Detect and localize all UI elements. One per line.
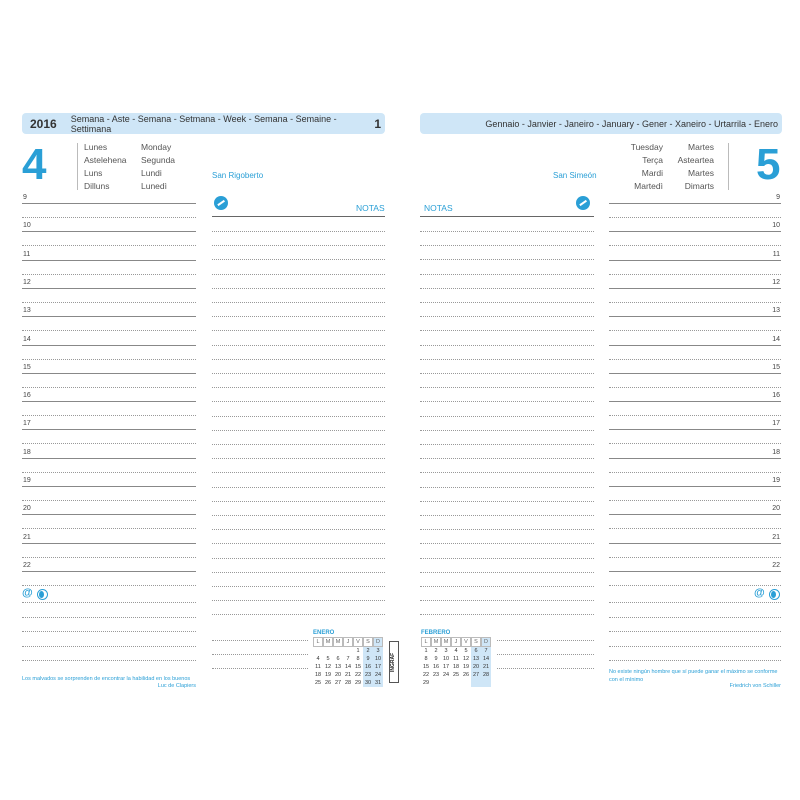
calendar-weekday: L	[313, 637, 323, 647]
notes-line	[420, 330, 594, 331]
calendar-day: 5	[464, 648, 468, 654]
notes-line	[420, 572, 594, 573]
day-name: Martes	[688, 142, 714, 152]
hour-line	[22, 429, 196, 430]
moon-phase-icon	[37, 589, 48, 600]
calendar-day: 22	[422, 672, 430, 678]
notes-line	[212, 472, 385, 473]
left-saint: San Rigoberto	[212, 171, 264, 180]
hour-line	[22, 345, 196, 346]
at-icon: @	[754, 587, 765, 599]
notes-line	[212, 487, 385, 488]
notes-line	[420, 515, 594, 516]
hour-label: 9	[23, 194, 27, 201]
extra-line	[609, 646, 781, 647]
notes-line	[212, 288, 385, 289]
half-hour-line	[609, 387, 781, 388]
calendar-day: 19	[462, 664, 470, 670]
extra-line	[609, 660, 781, 661]
calendar-day: 8	[424, 656, 428, 662]
left-notes-label: NOTAS	[356, 203, 385, 213]
half-hour-line	[609, 472, 781, 473]
extra-line	[609, 631, 781, 632]
calendar-day: 13	[334, 664, 342, 670]
calendar-weekday: L	[421, 637, 431, 647]
notes-line	[212, 558, 385, 559]
half-hour-line	[22, 443, 196, 444]
day-name: Segunda	[141, 155, 176, 165]
week-number: 1	[374, 116, 381, 131]
hour-label: 14	[772, 335, 780, 343]
calendar-day: 16	[364, 664, 372, 670]
notes-line	[212, 231, 385, 232]
notes-line	[212, 387, 385, 388]
calendar-day: 18	[314, 672, 322, 678]
calendar-day: 1	[424, 648, 428, 654]
calendar-day	[431, 679, 441, 687]
calendar-day: 15	[422, 664, 430, 670]
calendar-day: 4	[316, 656, 320, 662]
notes-line	[212, 572, 385, 573]
day-name: Dimarts	[684, 181, 714, 191]
right-quote-author: Friedrich von Schiller	[729, 683, 781, 689]
notes-line	[420, 288, 594, 289]
notes-line	[212, 458, 385, 459]
hour-label: 16	[23, 392, 31, 400]
notes-top-rule	[212, 216, 385, 217]
quote-line: con el mínimo	[609, 677, 644, 683]
hour-label: 17	[772, 420, 780, 428]
half-hour-line	[22, 274, 196, 275]
hour-line	[609, 571, 781, 572]
hour-line	[22, 231, 196, 232]
calendar-weekday: M	[441, 637, 451, 647]
calendar-day: 14	[482, 656, 490, 662]
notes-line	[420, 458, 594, 459]
half-hour-line	[22, 528, 196, 529]
notes-line	[212, 245, 385, 246]
year-label: 2016	[30, 116, 57, 131]
week-header-text: Semana - Aste - Semana - Setmana - Week - Semana - Semaine - Settimana	[70, 113, 337, 134]
hour-label: 11	[23, 250, 31, 258]
calendar-day: 27	[334, 680, 342, 686]
hour-line	[22, 373, 196, 374]
hour-line	[609, 486, 781, 487]
notes-line	[212, 359, 385, 360]
notes-line	[420, 387, 594, 388]
calendar-day: 16	[432, 664, 440, 670]
hour-label: 11	[772, 250, 780, 258]
calendar-day: 5	[326, 656, 330, 662]
notes-line	[212, 302, 385, 303]
notes-top-rule	[420, 216, 594, 217]
calendar-day	[471, 679, 481, 687]
notes-line	[212, 430, 385, 431]
left-day-number: 4	[22, 140, 47, 189]
half-hour-line	[609, 415, 781, 416]
notes-line	[420, 231, 594, 232]
calendar-day: 12	[324, 664, 332, 670]
half-hour-line	[609, 359, 781, 360]
calendar-day: 14	[344, 664, 352, 670]
calendar-day: 23	[364, 672, 372, 678]
hour-label: 21	[772, 533, 780, 541]
calendar-day: 29	[422, 680, 430, 686]
hour-label: 18	[23, 448, 31, 456]
notes-line	[212, 543, 385, 544]
notes-line	[420, 487, 594, 488]
hour-line	[22, 571, 196, 572]
notes-line	[212, 668, 308, 669]
right-quote	[609, 668, 777, 684]
day-name: Monday	[141, 142, 172, 152]
hour-line	[22, 514, 196, 515]
half-hour-line	[22, 472, 196, 473]
half-hour-line	[22, 217, 196, 218]
hour-line	[609, 231, 781, 232]
day-name: Astelehena	[84, 155, 127, 165]
hour-line	[609, 373, 781, 374]
hour-line	[609, 543, 781, 544]
calendar-header-row	[313, 637, 383, 647]
notes-line	[212, 416, 385, 417]
calendar-weekday: M	[333, 637, 343, 647]
hour-line	[609, 316, 781, 317]
calendar-day: 6	[471, 647, 481, 655]
hour-label: 16	[772, 392, 780, 400]
notes-line	[212, 316, 385, 317]
hour-label: 12	[23, 278, 31, 286]
calendar-weekday: J	[343, 637, 353, 647]
hour-line	[609, 260, 781, 261]
left-header-bar	[22, 113, 385, 134]
day-name: Terça	[642, 155, 663, 165]
hour-label: 10	[772, 222, 780, 230]
notes-line	[420, 614, 594, 615]
half-hour-line	[609, 302, 781, 303]
calendar-body	[421, 647, 491, 687]
day-name: Lundi	[141, 168, 162, 178]
half-hour-line	[22, 302, 196, 303]
notes-line	[420, 558, 594, 559]
notes-line	[212, 515, 385, 516]
calendar-day: 26	[462, 672, 470, 678]
extra-line	[22, 660, 196, 661]
calendar-body	[313, 647, 383, 687]
calendar-day: 28	[482, 672, 490, 678]
half-hour-line	[609, 443, 781, 444]
day-name: Lunedì	[141, 181, 167, 191]
calendar-day	[333, 647, 343, 655]
notes-line	[212, 444, 385, 445]
calendar-day: 25	[314, 680, 322, 686]
day-name: Martedì	[634, 181, 663, 191]
brand-logo: INGRAF	[389, 641, 399, 683]
day-name: Dilluns	[84, 181, 110, 191]
half-hour-line	[609, 330, 781, 331]
calendar-day: 26	[324, 680, 332, 686]
hour-line	[22, 486, 196, 487]
day-name: Lunes	[84, 142, 108, 152]
notes-line	[212, 501, 385, 502]
day-name: Martes	[688, 168, 714, 178]
notes-line	[420, 245, 594, 246]
notes-line	[212, 529, 385, 530]
hour-line	[609, 345, 781, 346]
hour-label: 15	[772, 363, 780, 371]
notes-line	[420, 373, 594, 374]
half-hour-line	[609, 245, 781, 246]
calendar-day: 3	[373, 647, 383, 655]
calendar-day: 3	[444, 648, 448, 654]
left-day-divider	[77, 143, 78, 190]
calendar-day: 2	[434, 648, 438, 654]
calendar-day	[451, 679, 461, 687]
left-day-names-col2	[141, 141, 175, 193]
calendar-weekday: V	[353, 637, 363, 647]
extra-line	[22, 617, 196, 618]
calendar-day: 27	[472, 672, 480, 678]
hour-line	[22, 288, 196, 289]
day-name: Mardi	[641, 168, 663, 178]
notes-line	[420, 444, 594, 445]
calendar-title: FEBRERO	[421, 630, 451, 636]
calendar-day: 24	[442, 672, 450, 678]
moon-phase-icon	[769, 589, 780, 600]
notes-line	[212, 274, 385, 275]
notes-line	[497, 654, 594, 655]
calendar-day: 21	[344, 672, 352, 678]
notes-line	[420, 501, 594, 502]
calendar-day	[441, 679, 451, 687]
hour-label: 18	[772, 448, 780, 456]
calendar-day: 11	[453, 656, 459, 662]
hour-label: 13	[23, 307, 31, 315]
hour-label: 19	[772, 477, 780, 484]
day-name: Tuesday	[630, 142, 663, 152]
hour-label: 21	[23, 533, 31, 541]
calendar-weekday: J	[451, 637, 461, 647]
extra-line	[22, 602, 196, 603]
calendar-day: 29	[354, 680, 362, 686]
right-notes-label: NOTAS	[424, 203, 453, 213]
calendar-day: 28	[344, 680, 352, 686]
half-hour-line	[22, 415, 196, 416]
calendar-day	[481, 679, 491, 687]
hour-line	[609, 401, 781, 402]
calendar-day: 31	[374, 680, 382, 686]
notes-line	[212, 600, 385, 601]
notes-line	[420, 316, 594, 317]
calendar-day: 12	[462, 656, 470, 662]
right-day-names-col1	[605, 141, 663, 193]
calendar-day: 23	[432, 672, 440, 678]
calendar-day: 1	[356, 648, 360, 654]
hour-line	[609, 288, 781, 289]
notes-line	[420, 359, 594, 360]
right-saint: San Simeón	[553, 171, 597, 180]
notes-line	[420, 600, 594, 601]
calendar-weekday: M	[323, 637, 333, 647]
day-name: Asteartea	[677, 155, 714, 165]
half-hour-line	[609, 528, 781, 529]
notes-line	[212, 654, 308, 655]
half-hour-line	[609, 557, 781, 558]
half-hour-line	[22, 557, 196, 558]
notes-line	[497, 668, 594, 669]
calendar-day: 6	[336, 656, 340, 662]
calendar-weekday: D	[373, 637, 383, 647]
calendar-day: 10	[374, 656, 382, 662]
right-day-divider	[728, 143, 729, 190]
calendar-day: 11	[315, 664, 321, 670]
calendar-weekday: D	[481, 637, 491, 647]
half-hour-line	[22, 500, 196, 501]
calendar-day: 10	[442, 656, 450, 662]
hour-label: 10	[23, 222, 31, 230]
hour-label: 22	[23, 561, 31, 569]
right-day-names-col2	[668, 141, 714, 193]
notes-line	[420, 345, 594, 346]
hour-line	[609, 203, 781, 204]
calendar-day: 13	[472, 656, 480, 662]
calendar-header-row	[421, 637, 491, 647]
notes-line	[212, 640, 308, 641]
calendar-day: 9	[363, 655, 373, 663]
calendar-day	[343, 647, 353, 655]
hour-label: 17	[23, 420, 31, 428]
half-hour-line	[22, 585, 196, 586]
extra-line	[609, 602, 781, 603]
notes-line	[420, 401, 594, 402]
quote-line: No existe ningún hombre que sí puede ganar el máximo se conforme	[609, 669, 778, 675]
half-hour-line	[22, 245, 196, 246]
extra-line	[22, 646, 196, 647]
no-smoking-icon	[576, 196, 590, 210]
notes-line	[420, 472, 594, 473]
left-quote-author: Luc de Clapiers	[157, 683, 196, 689]
hour-label: 15	[23, 363, 31, 371]
half-hour-line	[22, 359, 196, 360]
calendar-day: 18	[452, 664, 460, 670]
calendar-day	[461, 679, 471, 687]
half-hour-line	[609, 274, 781, 275]
hour-line	[609, 458, 781, 459]
calendar-day: 8	[356, 656, 360, 662]
month-header-text: Gennaio - Janvier - Janeiro - January - Gener - Xaneiro - Urtarrila - Enero	[485, 118, 778, 129]
calendar-weekday: M	[431, 637, 441, 647]
hour-label: 22	[772, 561, 780, 569]
notes-line	[497, 640, 594, 641]
half-hour-line	[609, 217, 781, 218]
notes-line	[420, 302, 594, 303]
right-header-bar	[420, 113, 782, 134]
no-smoking-icon	[214, 196, 228, 210]
hour-line	[22, 458, 196, 459]
notes-line	[420, 529, 594, 530]
right-day-number: 5	[756, 140, 781, 189]
calendar-day: 2	[363, 647, 373, 655]
calendar-day: 17	[374, 664, 382, 670]
hour-label: 19	[23, 477, 31, 484]
calendar-febrero	[421, 630, 491, 687]
notes-line	[212, 614, 385, 615]
calendar-day: 15	[354, 664, 362, 670]
extra-line	[22, 631, 196, 632]
hour-line	[22, 203, 196, 204]
notes-line	[420, 430, 594, 431]
calendar-day: 25	[452, 672, 460, 678]
day-name: Luns	[84, 168, 103, 178]
calendar-day: 19	[324, 672, 332, 678]
notes-line	[420, 259, 594, 260]
calendar-day: 20	[334, 672, 342, 678]
half-hour-line	[609, 500, 781, 501]
hour-label: 20	[23, 505, 31, 513]
calendar-weekday: S	[363, 637, 373, 647]
notes-line	[420, 543, 594, 544]
hour-label: 20	[772, 505, 780, 513]
calendar-day: 20	[472, 664, 480, 670]
notes-line	[212, 330, 385, 331]
half-hour-line	[22, 330, 196, 331]
extra-line	[609, 617, 781, 618]
calendar-day: 30	[364, 680, 372, 686]
half-hour-line	[609, 585, 781, 586]
left-quote: Los malvados se sorprenden de encontrar la habilidad en los buenos	[22, 676, 191, 682]
hour-line	[22, 543, 196, 544]
notes-line	[420, 586, 594, 587]
at-icon: @	[22, 587, 33, 599]
notes-line	[420, 274, 594, 275]
half-hour-line	[22, 387, 196, 388]
calendar-day: 7	[346, 656, 350, 662]
hour-line	[22, 401, 196, 402]
notes-line	[212, 259, 385, 260]
hour-line	[609, 514, 781, 515]
notes-line	[212, 373, 385, 374]
hour-line	[22, 316, 196, 317]
calendar-day: 17	[442, 664, 450, 670]
hour-line	[609, 429, 781, 430]
calendar-day: 9	[434, 656, 438, 662]
calendar-day	[313, 647, 323, 655]
calendar-title: ENERO	[313, 630, 335, 636]
calendar-day: 22	[354, 672, 362, 678]
left-day-names-col1	[84, 141, 127, 193]
calendar-day: 4	[454, 648, 458, 654]
calendar-day: 21	[482, 664, 490, 670]
notes-line	[212, 586, 385, 587]
calendar-day: 24	[374, 672, 382, 678]
hour-label: 12	[772, 278, 780, 286]
notes-line	[212, 401, 385, 402]
hour-line	[22, 260, 196, 261]
calendar-weekday: V	[461, 637, 471, 647]
hour-label: 9	[776, 194, 780, 201]
calendar-weekday: S	[471, 637, 481, 647]
calendar-day	[323, 647, 333, 655]
notes-line	[212, 345, 385, 346]
calendar-enero	[313, 630, 383, 687]
hour-label: 14	[23, 335, 31, 343]
hour-label: 13	[772, 307, 780, 315]
calendar-day: 7	[481, 647, 491, 655]
notes-line	[420, 416, 594, 417]
